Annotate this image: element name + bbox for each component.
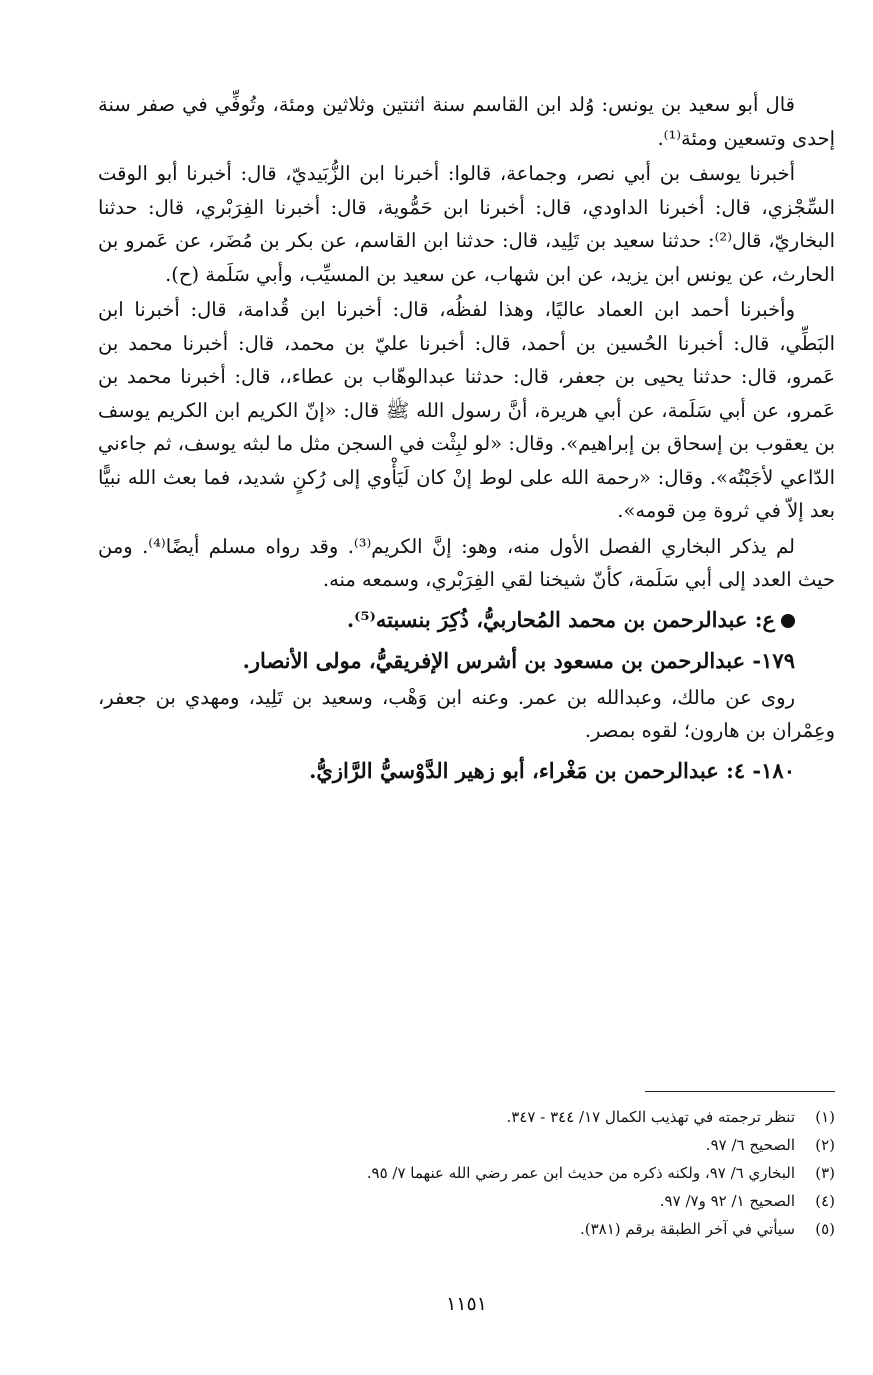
footnote-text: الصحيح ١/ ٩٢ و٧/ ٩٧. (659, 1192, 795, 1210)
footnote-1 (98, 1103, 835, 1131)
footnote-number: (٤) (815, 1192, 835, 1210)
footnote-5 (98, 1215, 835, 1243)
entry-180-heading: ١٨٠- ٤: عبدالرحمن بن مَغْراء، أبو زهير الدَّوْسيُّ الرَّازيُّ. (309, 757, 795, 783)
footnote-text: البخاري ٦/ ٩٧، ولكنه ذكره من حديث ابن عمر رضي الله عنهما ٧/ ٩٥. (366, 1164, 795, 1182)
entry-179-heading: ١٧٩- عبدالرحمن بن مسعود بن أشرس الإفريقيُّ، مولى الأنصار. (242, 647, 795, 673)
page-number: ١١٥١ (446, 1293, 487, 1315)
paragraph-ibn-yunus: قال أبو سعيد بن يونس: وُلد ابن القاسم سنة اثنتين وثلاثين ومئة، وتُوفِّي في صفر سنة إحدى وتسعين ومئة⁽¹⁾. (98, 93, 835, 150)
bullet-icon (781, 614, 795, 628)
paragraph-isnad-2: وأخبرنا أحمد ابن العماد عاليًا، وهذا لفظُه، قال: أخبرنا ابن قُدامة، قال: أخبرنا ابن البَطِّي، قال: أخبرنا الحُسين بن أحمد، قال: أخبرنا عليّ بن محمد، قال: أخبرنا محمد بن عَمرو، قال: حدثنا يحيى بن جعفر، قال: حدثنا عبدالوهّاب بن عطاء،، قال: أخبرنا محمد بن عَمرو، عن أبي سَلَمة، عن أبي هريرة، أنَّ رسول الله ﷺ قال: «إنّ الكريم ابن الكريم يوسف بن يعقوب بن إسحاق بن إبراهيم». وقال: «لو لبِثْت في السجن مثل ما لبثه يوسف، ثم جاءني الدّاعي لأجَبْتُه». وقال: «رحمة الله على لوط إنْ كان لَيَأْوي إلى رُكنٍ شديد، فما بعث الله نبيًّا بعد إلاّ في ثروة مِن قومه». (98, 298, 835, 522)
footnote-number: (٢) (815, 1136, 835, 1154)
footnote-number: (٣) (815, 1164, 835, 1182)
entry-muharibi-text: ع: عبدالرحمن بن محمد المُحاربيُّ، ذُكِرَ بنسبته⁽⁵⁾. (346, 606, 775, 632)
footnote-number: (١) (815, 1108, 835, 1126)
footnote-text: تنظر ترجمته في تهذيب الكمال ١٧/ ٣٤٤ - ٣٤٧. (506, 1108, 795, 1126)
book-page (98, 88, 835, 1335)
footnote-text: سيأتي في آخر الطبقة برقم (٣٨١). (579, 1220, 795, 1238)
footnote-3 (98, 1159, 835, 1187)
footnote-2 (98, 1131, 835, 1159)
entry-muharibi (98, 601, 835, 638)
footnote-number: (٥) (815, 1220, 835, 1238)
footnote-text: الصحيح ٦/ ٩٧. (705, 1136, 795, 1154)
entry-179-text: روى عن مالك، وعبدالله بن عمر. وعنه ابن وَهْب، وسعيد بن تَلِيد، ومهدي بن جعفر، وعِمْران بن هارون؛ لقوه بمصر. (98, 685, 835, 742)
paragraph-commentary: لم يذكر البخاري الفصل الأول منه، وهو: إنَّ الكريم⁽³⁾. وقد رواه مسلم أيضًا⁽⁴⁾. ومن حيث العدد إلى أبي سَلَمة، كأنّ شيخنا لقي الفِرَبْري، وسمعه منه. (98, 534, 835, 591)
footnote-divider (645, 1091, 835, 1092)
paragraph-isnad-1: أخبرنا يوسف بن أبي نصر، وجماعة، قالوا: أخبرنا ابن الزُّبَيديّ، قال: أخبرنا أبو الوقت السِّجْزي، قال: أخبرنا الداودي، قال: أخبرنا ابن حَمُّوية، قال: أخبرنا الفِرَبْري، قال: حدثنا البخاريّ، قال⁽²⁾: حدثنا سعيد بن تَلِيد، قال: حدثنا ابن القاسم، عن بكر بن مُضَر، عن عَمرو بن الحارث، عن يونس ابن يزيد، عن ابن شهاب، عن سعيد بن المسيِّب، وأبي سَلَمة (ح). (98, 162, 835, 286)
footnote-4 (98, 1187, 835, 1215)
footnotes (98, 1103, 835, 1243)
